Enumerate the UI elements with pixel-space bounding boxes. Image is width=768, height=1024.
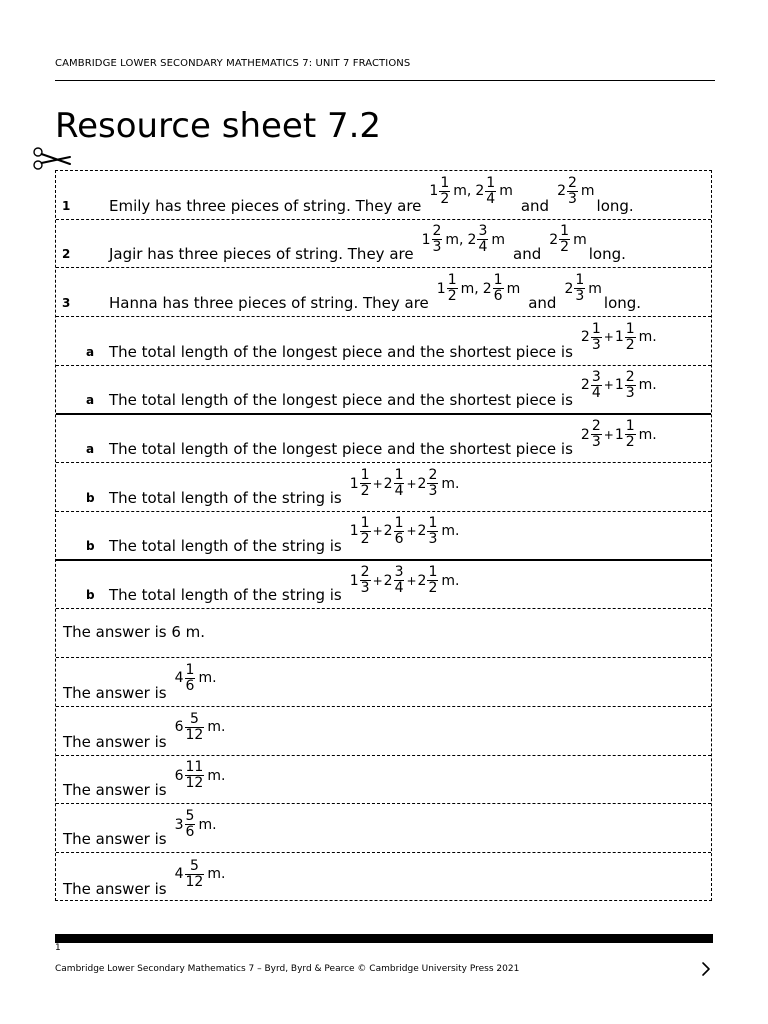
- whole-part: 2: [417, 475, 427, 492]
- unit: m.: [638, 426, 657, 443]
- whole-part: 2: [417, 572, 427, 589]
- question-number: 3: [62, 296, 71, 311]
- unit: m: [491, 231, 505, 248]
- answer-line: [63, 857, 227, 898]
- numerator: 1: [185, 661, 195, 678]
- footer-bar: [55, 934, 713, 943]
- unit: m.: [198, 816, 217, 833]
- plus-sign: +: [406, 524, 417, 539]
- fraction: [625, 370, 636, 401]
- mixed-number: [175, 760, 226, 791]
- numerator: 1: [440, 174, 450, 191]
- plus-sign: +: [603, 427, 614, 442]
- part-text: The total length of the string is: [109, 536, 342, 555]
- mixed-number: [437, 273, 479, 304]
- whole-part: 1: [421, 231, 431, 248]
- mixed-number: [557, 176, 594, 207]
- numerator: 2: [428, 467, 438, 484]
- unit: m: [506, 280, 521, 297]
- unit: m: [573, 231, 587, 248]
- numerator: 1: [625, 320, 635, 337]
- unit: m: [499, 183, 513, 200]
- fraction: [394, 468, 405, 499]
- fraction: [360, 516, 371, 547]
- denominator: 4: [394, 483, 404, 500]
- card-part-b-1[interactable]: [56, 463, 711, 512]
- sum-expression: [581, 419, 657, 450]
- plus-sign: +: [406, 573, 417, 588]
- mixed-number: [175, 663, 217, 694]
- whole-part: 2: [580, 329, 590, 346]
- part-text-line: [109, 467, 461, 508]
- unit: m.: [638, 377, 657, 394]
- denominator: 2: [625, 434, 635, 451]
- question-tail: long.: [603, 294, 642, 313]
- whole-part: 2: [475, 183, 485, 200]
- fraction: [185, 859, 205, 890]
- plus-sign: +: [603, 378, 614, 393]
- unit: m,: [445, 231, 464, 248]
- fraction: [360, 565, 371, 596]
- chevron-right-icon[interactable]: [700, 960, 712, 978]
- whole-part: 3: [174, 816, 184, 833]
- denominator: 3: [591, 336, 601, 353]
- unit: m: [588, 280, 602, 297]
- answer-text: The answer is: [63, 879, 167, 898]
- whole-part: 1: [349, 572, 359, 589]
- question-text: Jagir has three pieces of string. They are: [109, 245, 414, 264]
- part-text: The total length of the string is: [109, 489, 342, 508]
- part-text-line: [109, 514, 461, 555]
- question-text: Hanna has three pieces of string. They are: [109, 294, 429, 313]
- denominator: 2: [625, 336, 635, 353]
- part-label: a: [86, 392, 95, 407]
- numerator: 1: [428, 514, 438, 531]
- unit: m.: [441, 475, 460, 492]
- question-text: Emily has three pieces of string. They are: [109, 196, 422, 215]
- numerator: 1: [394, 467, 404, 484]
- numerator: 1: [625, 418, 635, 435]
- plus-sign: +: [372, 524, 383, 539]
- mixed-number: [475, 176, 512, 207]
- mixed-number: [468, 224, 505, 255]
- denominator: 6: [185, 677, 195, 694]
- plus-sign: +: [406, 476, 417, 491]
- question-text-line: [109, 174, 634, 215]
- question-tail: long.: [596, 196, 634, 215]
- part-label: b: [86, 491, 95, 506]
- fraction: [427, 565, 438, 596]
- whole-part: 4: [174, 670, 184, 687]
- fraction: [185, 760, 205, 791]
- whole-part: 2: [564, 280, 574, 297]
- answer-text: The answer is: [63, 683, 167, 702]
- denominator: 6: [394, 530, 404, 547]
- numerator: 2: [360, 564, 370, 581]
- whole-part: 1: [349, 475, 359, 492]
- card-answer-4[interactable]: [56, 756, 711, 805]
- denominator: 12: [185, 775, 204, 792]
- numerator: 1: [591, 320, 601, 337]
- numerator: 2: [591, 418, 601, 435]
- question-number: 2: [62, 247, 71, 262]
- fraction: [394, 516, 405, 547]
- whole-part: 2: [482, 280, 492, 297]
- question-number: 1: [62, 198, 71, 213]
- fraction: [185, 663, 196, 694]
- denominator: 2: [360, 530, 370, 547]
- fraction: [591, 370, 602, 401]
- card-part-b-2[interactable]: [56, 512, 711, 561]
- whole-part: 2: [417, 523, 427, 540]
- fraction: [574, 273, 585, 304]
- part-text-line: [109, 320, 659, 361]
- part-label: b: [86, 538, 95, 553]
- numerator: 1: [575, 272, 585, 289]
- denominator: 2: [428, 580, 438, 597]
- fraction: [360, 468, 371, 499]
- card-part-a-3[interactable]: [56, 415, 711, 464]
- fraction: [427, 516, 438, 547]
- fraction: [185, 712, 205, 743]
- denominator: 4: [486, 190, 496, 207]
- whole-part: 2: [467, 231, 477, 248]
- running-header: CAMBRIDGE LOWER SECONDARY MATHEMATICS 7: UNIT 7 FRACTIONS: [55, 58, 411, 69]
- answer-line: [63, 808, 219, 849]
- card-part-a-2[interactable]: [56, 366, 711, 415]
- answer-line: [63, 710, 227, 751]
- mixed-number: [175, 859, 226, 890]
- mixed-number: [429, 176, 471, 207]
- numerator: 1: [360, 467, 370, 484]
- numerator: 1: [493, 272, 503, 289]
- whole-part: 1: [614, 426, 624, 443]
- unit: m: [580, 183, 595, 200]
- whole-part: 2: [549, 231, 559, 248]
- card-answer-6[interactable]: [56, 853, 711, 902]
- answer-line: [63, 661, 219, 702]
- card-part-a-1[interactable]: [56, 317, 711, 366]
- unit: m.: [198, 670, 217, 687]
- denominator: 3: [432, 239, 442, 256]
- question-text-line: [109, 272, 642, 313]
- denominator: 3: [428, 530, 438, 547]
- denominator: 3: [591, 434, 601, 451]
- whole-part: 1: [614, 377, 624, 394]
- whole-part: 6: [174, 719, 184, 736]
- whole-part: 1: [349, 523, 359, 540]
- header-rule: [55, 80, 715, 81]
- mixed-number: [175, 809, 217, 840]
- whole-part: 2: [580, 426, 590, 443]
- fraction: [485, 176, 496, 207]
- numerator: 1: [360, 514, 370, 531]
- answer-text: The answer is: [63, 830, 167, 849]
- denominator: 6: [185, 824, 195, 841]
- part-label: b: [86, 588, 95, 603]
- whole-part: 1: [436, 280, 446, 297]
- denominator: 4: [591, 384, 601, 401]
- card-answer-3[interactable]: [56, 707, 711, 756]
- sum-expression: [581, 370, 657, 401]
- card-answer-2[interactable]: [56, 658, 711, 707]
- part-label: a: [86, 442, 95, 457]
- card-answer-5[interactable]: [56, 804, 711, 853]
- unit: m.: [441, 572, 460, 589]
- answer-text: The answer is 6 m.: [63, 623, 206, 642]
- fraction: [447, 273, 458, 304]
- numerator: 3: [591, 368, 601, 385]
- fraction: [567, 176, 578, 207]
- denominator: 3: [625, 384, 635, 401]
- fraction: [625, 419, 636, 450]
- part-text: The total length of the string is: [109, 586, 342, 605]
- denominator: 3: [428, 483, 438, 500]
- numerator: 2: [567, 174, 577, 191]
- card-question-3[interactable]: [56, 268, 711, 317]
- numerator: 1: [560, 223, 570, 240]
- numerator: 2: [625, 368, 635, 385]
- numerator: 3: [478, 223, 488, 240]
- whole-part: 2: [580, 377, 590, 394]
- and-word: and: [528, 294, 557, 313]
- mixed-number: [549, 224, 586, 255]
- denominator: 3: [575, 288, 585, 305]
- whole-part: 2: [557, 183, 566, 200]
- whole-part: 2: [383, 572, 393, 589]
- unit: m.: [638, 329, 657, 346]
- numerator: 2: [432, 223, 442, 240]
- unit: m.: [207, 719, 226, 736]
- unit: m.: [207, 866, 226, 883]
- part-text: The total length of the longest piece and the shortest piece is: [109, 440, 573, 459]
- sum-expression: [350, 565, 460, 596]
- answer-text: The answer is: [63, 781, 167, 800]
- fraction: [477, 224, 488, 255]
- card-part-b-3[interactable]: [56, 561, 711, 610]
- denominator: 2: [440, 190, 450, 207]
- fraction: [625, 322, 636, 353]
- numerator: 1: [486, 174, 496, 191]
- fraction: [185, 809, 196, 840]
- fraction: [439, 176, 450, 207]
- mixed-number: [564, 273, 601, 304]
- plus-sign: +: [603, 330, 614, 345]
- fraction: [427, 468, 438, 499]
- mixed-number: [175, 712, 226, 743]
- denominator: 2: [360, 483, 370, 500]
- page-title: Resource sheet 7.2: [55, 106, 382, 146]
- sum-expression: [350, 516, 460, 547]
- numerator: 5: [185, 808, 195, 825]
- sum-expression: [350, 468, 460, 499]
- answer-line: [63, 759, 227, 800]
- card-answer-1[interactable]: [56, 609, 711, 658]
- sum-expression: [581, 322, 657, 353]
- whole-part: 4: [174, 866, 184, 883]
- denominator: 4: [394, 580, 404, 597]
- plus-sign: +: [372, 476, 383, 491]
- denominator: 12: [185, 726, 204, 743]
- part-label: a: [86, 344, 95, 359]
- part-text-line: [109, 418, 659, 459]
- whole-part: 2: [383, 475, 393, 492]
- fraction: [559, 224, 570, 255]
- answer-text: The answer is: [63, 732, 167, 751]
- numerator: 1: [394, 514, 404, 531]
- and-word: and: [520, 196, 550, 215]
- unit: m.: [441, 523, 460, 540]
- part-text-line: [109, 564, 461, 605]
- part-text-line: [109, 368, 659, 409]
- whole-part: 2: [383, 523, 393, 540]
- whole-part: 6: [174, 767, 184, 784]
- footer-credit: Cambridge Lower Secondary Mathematics 7 – Byrd, Byrd & Pearce © Cambridge University Press 2021: [55, 964, 520, 974]
- cut-out-cards: [55, 170, 712, 901]
- part-text: The total length of the longest piece and the shortest piece is: [109, 342, 573, 361]
- question-tail: long.: [588, 245, 626, 264]
- denominator: 3: [360, 580, 370, 597]
- fraction: [591, 322, 602, 353]
- numerator: 1: [447, 272, 457, 289]
- fraction: [591, 419, 602, 450]
- and-word: and: [513, 245, 542, 264]
- fraction: [432, 224, 443, 255]
- mixed-number: [483, 273, 520, 304]
- denominator: 2: [560, 239, 570, 256]
- question-text-line: [109, 223, 626, 264]
- card-question-2[interactable]: [56, 220, 711, 269]
- whole-part: 1: [614, 329, 624, 346]
- unit: m,: [460, 280, 479, 297]
- mixed-number: [422, 224, 464, 255]
- unit: m.: [207, 767, 226, 784]
- fraction: [394, 565, 405, 596]
- numerator: 5: [189, 710, 199, 727]
- denominator: 4: [478, 239, 488, 256]
- numerator: 3: [394, 564, 404, 581]
- fraction: [493, 273, 504, 304]
- unit: m,: [453, 183, 472, 200]
- numerator: 1: [428, 564, 438, 581]
- card-question-1[interactable]: [56, 171, 711, 220]
- denominator: 12: [185, 873, 204, 890]
- whole-part: 1: [429, 183, 439, 200]
- part-text: The total length of the longest piece and the shortest piece is: [109, 390, 573, 409]
- plus-sign: +: [372, 573, 383, 588]
- page-number: 1: [55, 943, 61, 953]
- denominator: 3: [567, 190, 577, 207]
- numerator: 11: [185, 759, 204, 776]
- numerator: 5: [189, 857, 199, 874]
- denominator: 2: [447, 288, 457, 305]
- denominator: 6: [493, 288, 503, 305]
